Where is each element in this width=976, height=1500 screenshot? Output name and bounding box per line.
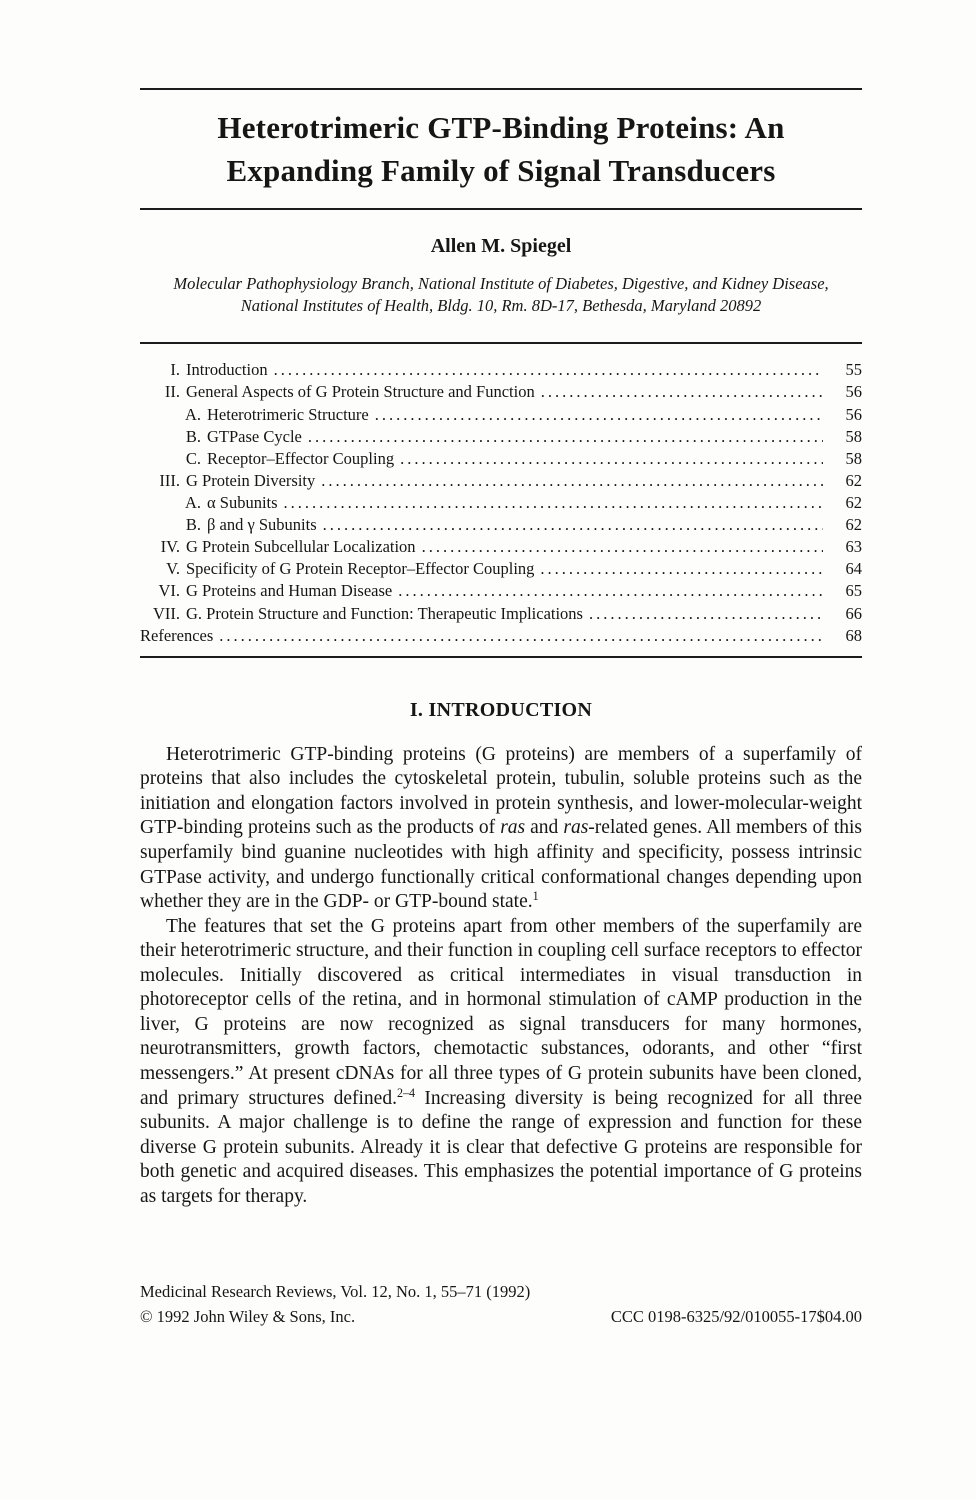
toc-row <box>140 603 862 625</box>
toc-row <box>140 448 862 470</box>
toc-item-label: GTPase Cycle <box>207 426 302 446</box>
author-name: Allen M. Spiegel <box>430 234 572 257</box>
toc-page-number: 65 <box>845 581 862 601</box>
toc-page-number: 68 <box>845 625 862 645</box>
paper-title-line2: Expanding Family of Signal Transducers <box>226 153 776 189</box>
affiliation <box>140 273 862 317</box>
toc-item-label: References <box>140 625 214 645</box>
title-rule <box>140 208 862 210</box>
toc-page-number: 56 <box>845 404 862 424</box>
toc-row <box>140 404 862 426</box>
toc-item-label: α Subunits <box>207 492 278 512</box>
toc-row <box>140 470 862 492</box>
text-segment: ras <box>563 817 589 839</box>
toc-dot-leader <box>422 536 823 558</box>
section-heading: I. INTRODUCTION <box>409 698 593 721</box>
paper-title <box>140 106 862 193</box>
toc-row <box>140 359 862 381</box>
toc-item-number: I. <box>170 360 180 380</box>
toc-dot-leader <box>398 580 823 602</box>
toc-row <box>140 381 862 403</box>
toc-dot-leader <box>284 492 823 514</box>
footer-line2 <box>140 1305 862 1330</box>
toc-item-number: B. <box>185 426 201 446</box>
toc-page-number: 62 <box>845 515 862 535</box>
toc-dot-leader <box>323 514 823 536</box>
toc-item-label: G. Protein Structure and Function: Therapeutic Implications <box>186 603 583 623</box>
toc-page-number: 58 <box>845 426 862 446</box>
paragraph <box>140 743 862 915</box>
toc-item-number: IV. <box>160 537 180 557</box>
toc-page-number: 64 <box>845 559 862 579</box>
toc-item-number: A. <box>184 492 201 512</box>
text-segment: ras <box>500 817 526 839</box>
affiliation-line2: National Institutes of Health, Bldg. 10, Rm. 8D-17, Bethesda, Maryland 20892 <box>240 295 762 315</box>
toc-item-number: V. <box>166 559 180 579</box>
toc-item-label: General Aspects of G Protein Structure and Function <box>186 382 535 402</box>
toc-item-number: VII. <box>152 603 180 623</box>
toc-row <box>140 558 862 580</box>
toc-item-label: Specificity of G Protein Receptor–Effector Coupling <box>186 559 535 579</box>
toc-page-number: 63 <box>845 537 862 557</box>
toc-row <box>140 514 862 536</box>
toc-page-number: 58 <box>845 448 862 468</box>
toc-item-number: C. <box>185 448 201 468</box>
footer-journal-line: Medicinal Research Reviews, Vol. 12, No. 1, 55–71 (1992) <box>140 1282 531 1301</box>
toc-dot-leader <box>219 625 823 647</box>
toc-item-label: G Proteins and Human Disease <box>186 581 393 601</box>
toc-dot-leader <box>274 359 823 381</box>
text-segment: -related genes. All members of this superfamily bind guanine nucleotides with high affinity and specificity, possess intrinsic GTPase activity, and undergo functionally critical conformational changes depending upon whether they are in the GDP- or GTP-bound state. <box>140 817 863 913</box>
toc-row <box>140 625 862 647</box>
reference-superscript: 1 <box>532 889 539 904</box>
toc-bottom-rule <box>140 656 862 658</box>
toc-row <box>140 536 862 558</box>
page-footer <box>140 1280 862 1330</box>
toc-row <box>140 580 862 602</box>
toc-item-label: β and γ Subunits <box>207 515 317 535</box>
toc-item-label: G Protein Diversity <box>186 470 316 490</box>
text-segment: and <box>525 817 564 839</box>
toc-item-number: II. <box>164 382 180 402</box>
toc-page-number: 66 <box>845 603 862 623</box>
toc-list <box>140 359 862 646</box>
toc-page-number: 62 <box>845 492 862 512</box>
toc-dot-leader <box>400 448 823 470</box>
top-rule <box>140 88 862 90</box>
intro-paragraphs <box>140 743 862 1210</box>
toc-item-number: B. <box>185 515 201 535</box>
toc-top-rule <box>140 342 862 344</box>
text-segment: Increasing diversity is being recognized for all three subunits. A major challenge is to define the range of expression and function for these diverse G protein subunits. Already it is clear that defective G proteins are responsible for both genetic and acquired diseases. This emphasizes the potential importance of G proteins as targets for therapy. <box>140 1087 862 1207</box>
text-segment: The features that set the G proteins apart from other members of the superfamily are their heterotrimeric structure, and their function in coupling cell surface receptors to effector molecules. Initially discovered as critical intermediates in visual transduction in photoreceptor cells of the retina, and in hormonal stimulation of cAMP production in the liver, G proteins are now recognized as signal transducers for many hormones, neurotransmitters, growth factors, chemotactic substances, odorants, and other “first messengers.” At present cDNAs for all three types of G protein subunits have been cloned, and primary structures defined. <box>140 915 862 1109</box>
toc-item-label: Introduction <box>186 360 268 380</box>
toc-row <box>140 426 862 448</box>
footer-ccc-code: CCC 0198-6325/92/010055-17$04.00 <box>610 1306 862 1326</box>
affiliation-line1: Molecular Pathophysiology Branch, National Institute of Diabetes, Digestive, and Kidney Disease, <box>173 273 829 293</box>
toc-item-label: G Protein Subcellular Localization <box>186 537 416 557</box>
paper-title-line1: Heterotrimeric GTP-Binding Proteins: An <box>217 110 785 145</box>
toc-row <box>140 492 862 514</box>
page-content <box>140 0 862 1209</box>
toc-dot-leader <box>321 470 823 492</box>
toc-dot-leader <box>375 404 823 426</box>
toc-dot-leader <box>541 381 823 403</box>
toc-dot-leader <box>589 603 823 625</box>
toc-item-number: A. <box>184 404 201 424</box>
toc-item-label: Heterotrimeric Structure <box>207 404 369 424</box>
paragraph <box>140 915 862 1210</box>
toc-page-number: 55 <box>845 360 862 380</box>
footer-copyright: © 1992 John Wiley & Sons, Inc. <box>140 1306 356 1326</box>
text-segment: Heterotrimeric GTP-binding proteins (G proteins) are members of a superfamily of proteins that also includes the cytoskeletal protein, tubulin, soluble proteins such as the initiation and elongation factors involved in protein synthesis, and lower-molecular-weight GTP-binding proteins such as the products of <box>140 743 862 839</box>
toc-item-number: VI. <box>158 581 180 601</box>
toc-item-number: III. <box>159 470 180 490</box>
toc-page-number: 56 <box>845 382 862 402</box>
reference-superscript: 2–4 <box>396 1085 416 1100</box>
toc-page-number: 62 <box>845 470 862 490</box>
toc-item-label: Receptor–Effector Coupling <box>207 448 395 468</box>
toc-dot-leader <box>540 558 823 580</box>
toc-dot-leader <box>308 426 823 448</box>
